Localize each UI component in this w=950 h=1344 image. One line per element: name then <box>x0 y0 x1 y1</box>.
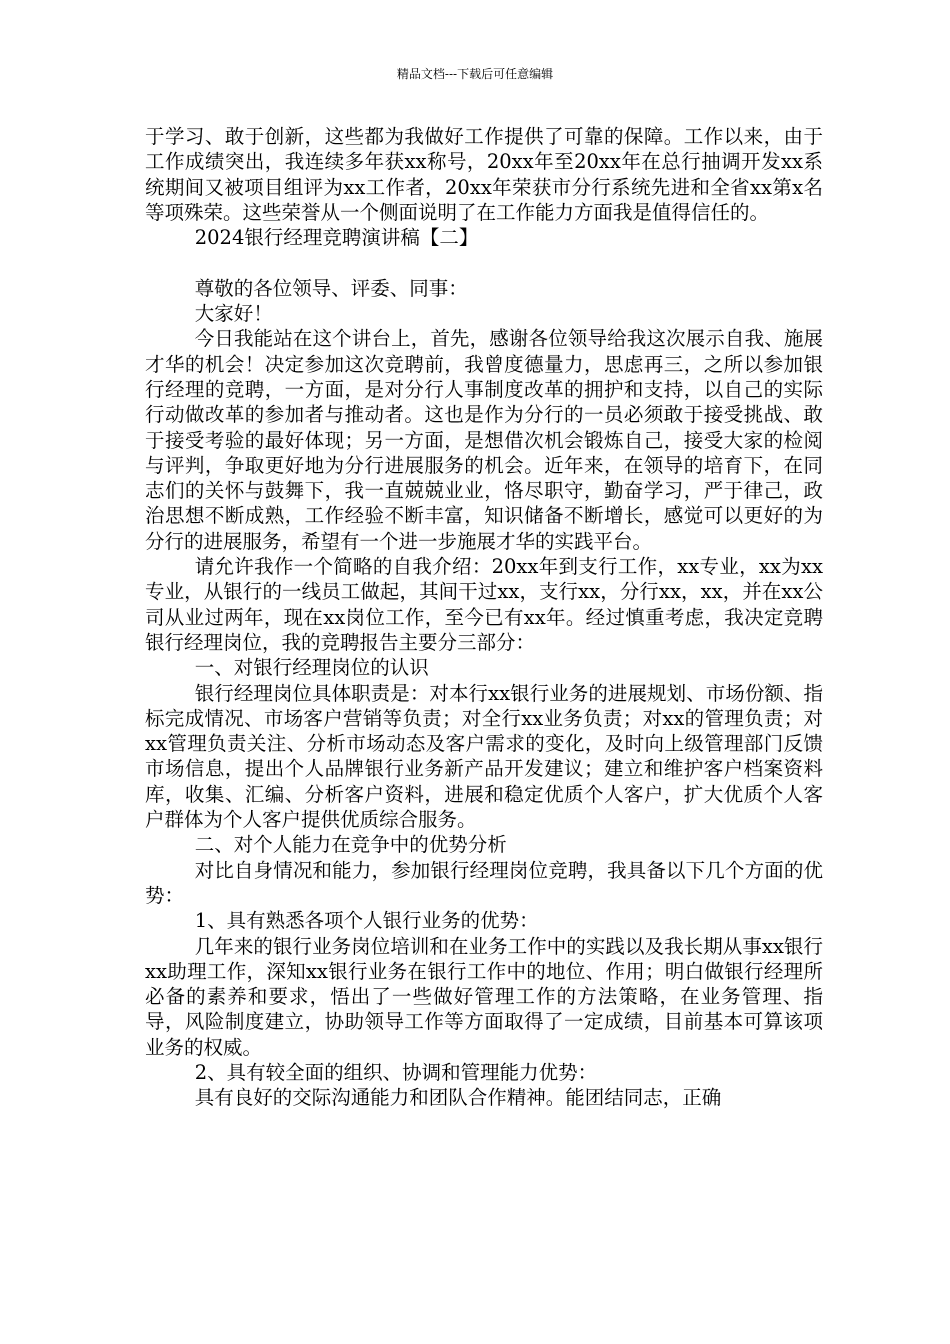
paragraph: 几年来的银行业务岗位培训和在业务工作中的实践以及我长期从事xx银行xx助理工作，深知xx银行业务在银行工作中的地位、作用；明白做银行经理所必备的素养和要求，悟出了一些做好管理工作的方法策略，在业务管理、指导，风险制度建立，协助领导工作等方面取得了一定成绩，目前基本可算该项业务的权威。 <box>145 934 823 1059</box>
paragraph: 于学习、敢于创新，这些都为我做好工作提供了可靠的保障。工作以来，由于工作成绩突出，我连续多年获xx称号，20xx年至20xx年在总行抽调开发xx系统期间又被项目组评为xx工作者，20xx年荣获市分行系统先进和全省xx第x名等项殊荣。这些荣誉从一个侧面说明了在工作能力方面我是值得信任的。 <box>145 125 823 224</box>
paragraph: 2、具有较全面的组织、协调和管理能力优势： <box>194 1060 598 1084</box>
paragraph: 二、对个人能力在竞争中的优势分析 <box>194 833 507 857</box>
paragraph: 今日我能站在这个讲台上，首先，感谢各位领导给我这次展示自我、施展才华的机会！决定参加这次竞聘前，我曾度德量力，思虑再三，之所以参加银行经理的竞聘，一方面，是对分行人事制度改革的拥护和支持，以自己的实际行动做改革的参加者与推动者。这也是作为分行的一员必须敢于接受挑战、敢于接受考验的最好体现；另一方面，是想借次机会锻炼自己，接受大家的检阅与评判，争取更好地为分行进展服务的机会。近年来，在领导的培育下，在同志们的关怀与鼓舞下，我一直兢兢业业，恪尽职守，勤奋学习，严于律己，政治思想不断成熟，工作经验不断丰富，知识储备不断增长，感觉可以更好的为分行的进展服务，希望有一个进一步施展才华的实践平台。 <box>145 327 823 553</box>
paragraph: 1、具有熟悉各项个人银行业务的优势： <box>194 909 539 933</box>
paragraph: 大家好！ <box>194 302 273 326</box>
paragraph: 请允许我作一个简略的自我介绍：20xx年到支行工作，xx专业，xx为xx专业，从银行的一线员工做起，其间干过xx，支行xx，分行xx，xx，并在xx公司从业过两年，现在xx岗位工作，至今已有xx年。经过慎重考虑，我决定竞聘银行经理岗位，我的竞聘报告主要分三部分： <box>145 555 823 654</box>
blank-line <box>145 250 823 275</box>
page-header: 精品文档---下载后可任意编辑 <box>396 67 554 81</box>
paragraph: 2024银行经理竞聘演讲稿【二】 <box>194 226 479 250</box>
paragraph: 尊敬的各位领导、评委、同事： <box>194 276 468 300</box>
paragraph: 银行经理岗位具体职责是：对本行xx银行业务的进展规划、市场份额、指标完成情况、市场客户营销等负责；对全行xx业务负责；对xx的管理负责；对xx管理负责关注、分析市场动态及客户需求的变化，及时向上级管理部门反馈市场信息，提出个人品牌银行业务新产品开发建议；建立和维护客户档案资料库，收集、汇编、分析客户资料，进展和稳定优质个人客户，扩大优质个人客户群体为个人客户提供优质综合服务。 <box>145 681 823 832</box>
paragraph: 一、对银行经理岗位的认识 <box>194 656 429 680</box>
paragraph: 具有良好的交际沟通能力和团队合作精神。能团结同志，正确 <box>194 1086 722 1110</box>
paragraph: 对比自身情况和能力，参加银行经理岗位竞聘，我具备以下几个方面的优势： <box>145 858 823 907</box>
document-body <box>145 124 823 1111</box>
